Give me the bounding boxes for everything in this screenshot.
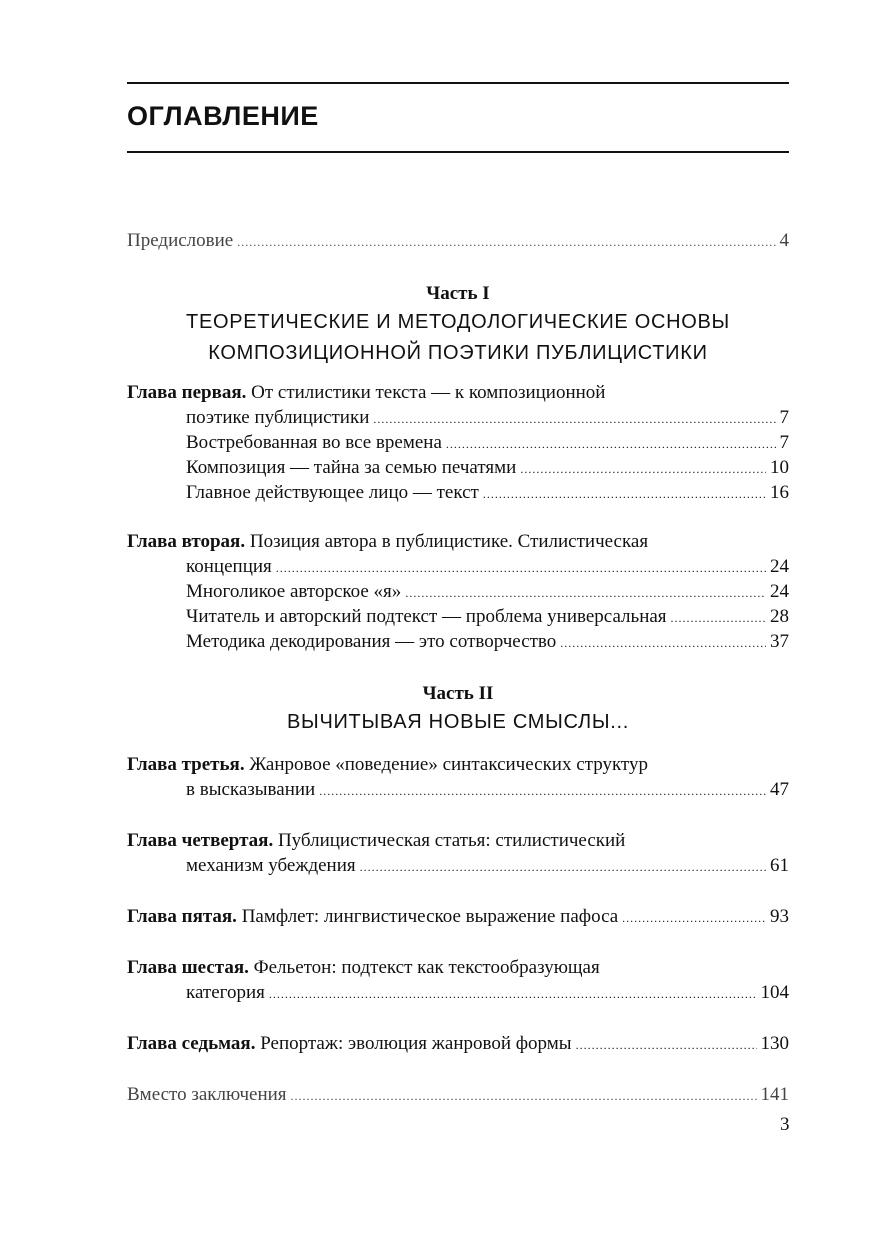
toc-section-entry[interactable] (127, 480, 789, 505)
leader-dots (405, 581, 766, 606)
chapter-label: Глава третья. (127, 754, 245, 775)
chapter-heading[interactable] (127, 828, 789, 853)
chapter-title-continuation[interactable] (127, 777, 789, 802)
toc-section-entry[interactable] (127, 604, 789, 629)
entry-title: поэтике публицистики (186, 407, 370, 428)
leader-dots (237, 230, 775, 255)
entry-title: механизм убеждения (186, 855, 356, 876)
page-number: 28 (770, 606, 789, 627)
page-number: 37 (770, 631, 789, 652)
chapter-label: Глава первая. (127, 382, 247, 403)
chapter-6 (127, 955, 789, 1005)
part-title-line: КОМПОЗИЦИОННОЙ ПОЭТИКИ ПУБЛИЦИСТИКИ (208, 342, 708, 364)
chapter-4 (127, 828, 789, 878)
entry-title: Читатель и авторский подтекст — проблема универсальная (186, 606, 667, 627)
chapter-title: Жанровое «поведение» синтаксических структур (249, 754, 648, 775)
chapter-1 (127, 380, 789, 505)
leader-dots (483, 482, 766, 507)
chapter-7 (127, 1031, 789, 1056)
leader-dots (560, 631, 766, 656)
heading-rule (127, 151, 789, 153)
entry-title: Предисловие (127, 230, 234, 251)
leader-dots (319, 779, 766, 804)
page-number: 10 (770, 457, 789, 478)
toc-section-entry[interactable] (127, 579, 789, 604)
chapter-5 (127, 904, 789, 929)
top-rule (127, 82, 789, 84)
chapter-title: Позиция автора в публицистике. Стилистическая (249, 531, 649, 552)
chapter-label: Глава четвертая. (127, 830, 274, 851)
chapter-title-continuation[interactable] (127, 554, 789, 579)
entry-title: Многоликое авторское «я» (186, 581, 402, 602)
chapter-title-continuation[interactable] (127, 853, 789, 878)
leader-dots (520, 457, 766, 482)
part-label: Часть II (422, 683, 494, 704)
chapter-label: Глава вторая. (127, 531, 246, 552)
chapter-heading[interactable] (127, 380, 789, 405)
entry-title: Востребованная во все времена (186, 432, 442, 453)
chapter-title: Публицистическая статья: стилистический (277, 830, 626, 851)
page-number: 93 (770, 906, 789, 927)
leader-dots (622, 906, 766, 931)
entry-title: Методика декодирования — это сотворчество (186, 631, 557, 652)
entry-title: категория (186, 982, 265, 1003)
page-number: 7 (779, 407, 789, 428)
page-number: 130 (760, 1033, 789, 1054)
entry-title: концепция (186, 556, 272, 577)
leader-dots (360, 855, 766, 880)
chapter-2 (127, 529, 789, 654)
entry-title (127, 1031, 572, 1056)
chapter-heading[interactable] (127, 904, 789, 929)
chapter-title: Фельетон: подтекст как текстообразующая (253, 957, 600, 978)
page-number: 141 (760, 1084, 789, 1105)
page-number: 16 (770, 482, 789, 503)
page-number: 4 (779, 230, 789, 251)
chapter-heading[interactable] (127, 529, 789, 554)
chapter-title-continuation[interactable] (127, 405, 789, 430)
chapter-label: Глава пятая. (127, 906, 237, 927)
table-of-contents (127, 228, 789, 1107)
leader-dots (276, 556, 766, 581)
chapter-title-continuation[interactable] (127, 980, 789, 1005)
leader-dots (269, 982, 757, 1007)
page-number: 24 (770, 556, 789, 577)
page-number: 61 (770, 855, 789, 876)
toc-section-entry[interactable] (127, 430, 789, 455)
entry-title (127, 904, 618, 929)
chapter-3 (127, 752, 789, 802)
leader-dots (373, 407, 775, 432)
part-label: Часть I (426, 283, 490, 304)
page-folio-number: 3 (780, 1114, 790, 1135)
leader-dots (291, 1084, 757, 1109)
part-title-line: ТЕОРЕТИЧЕСКИЕ И МЕТОДОЛОГИЧЕСКИЕ ОСНОВЫ (186, 311, 730, 333)
page-number: 7 (779, 432, 789, 453)
leader-dots (576, 1033, 757, 1058)
page-number: 24 (770, 581, 789, 602)
entry-title: в высказывании (186, 779, 316, 800)
page-number: 47 (770, 779, 789, 800)
chapter-heading[interactable] (127, 1031, 789, 1056)
entry-title: Вместо заключения (127, 1084, 287, 1105)
chapter-title: Репортаж: эволюция жанровой формы (260, 1033, 572, 1054)
leader-dots (446, 432, 776, 457)
part-2-header (127, 681, 789, 738)
leader-dots (671, 606, 766, 631)
part-title-line: ВЫЧИТЫВАЯ НОВЫЕ СМЫСЛЫ... (287, 711, 629, 733)
toc-section-entry[interactable] (127, 629, 789, 654)
toc-entry-conclusion[interactable] (127, 1082, 789, 1107)
toc-entry-preface[interactable] (127, 228, 789, 253)
entry-title: Главное действующее лицо — текст (186, 482, 479, 503)
chapter-heading[interactable] (127, 752, 789, 777)
chapter-label: Глава шестая. (127, 957, 249, 978)
chapter-title: От стилистики текста — к композиционной (251, 382, 606, 403)
toc-section-entry[interactable] (127, 455, 789, 480)
entry-title: Композиция — тайна за семью печатями (186, 457, 517, 478)
part-1-header (127, 281, 789, 369)
chapter-heading[interactable] (127, 955, 789, 980)
page-heading: ОГЛАВЛЕНИЕ (127, 101, 319, 131)
chapter-label: Глава седьмая. (127, 1033, 256, 1054)
chapter-title: Памфлет: лингвистическое выражение пафоса (241, 906, 619, 927)
page-number: 104 (760, 982, 789, 1003)
